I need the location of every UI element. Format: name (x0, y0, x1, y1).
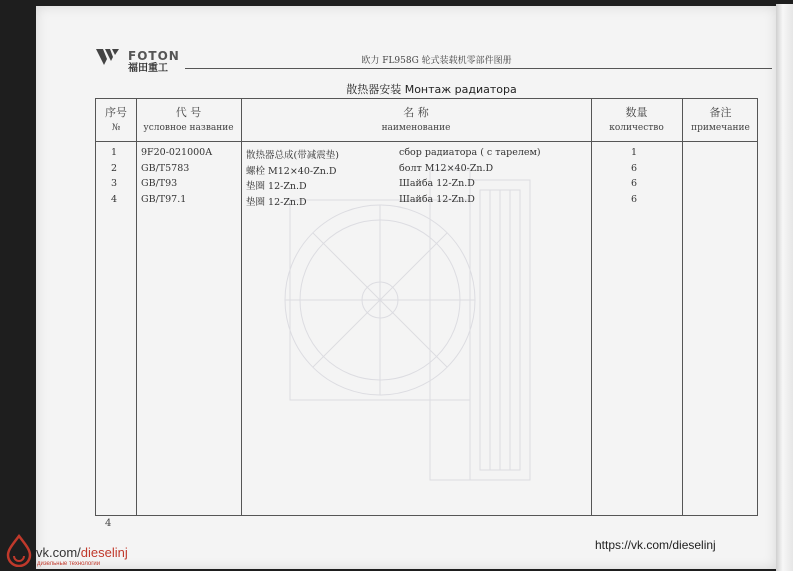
section-title: 散热器安装 Монтаж радиатора (346, 83, 517, 96)
part-quantity: 1 (630, 147, 638, 158)
part-name-ru: сбор радиатора ( с тарелем) (399, 147, 541, 158)
part-name-cn: 垫圈 12-Zn.D (246, 196, 307, 208)
table-row (96, 163, 757, 179)
header-note (682, 105, 759, 135)
row-number: 1 (110, 147, 118, 158)
parts-table (95, 98, 758, 516)
table-row (96, 147, 757, 163)
part-name-cn: 螺栓 M12×40-Zn.D (246, 165, 337, 177)
part-code: GB/T93 (141, 178, 178, 189)
header-name-cn: 名 称 (403, 106, 429, 119)
watermark-site[interactable] (36, 545, 128, 560)
header-code-cn: 代 号 (175, 106, 202, 119)
watermark-site-prefix: vk.com/ (36, 545, 81, 560)
header-note-ru: примечание (691, 122, 750, 133)
header-no-ru: № (111, 122, 121, 133)
part-quantity: 6 (630, 193, 638, 205)
header-note-cn: 备注 (709, 106, 732, 119)
header-code (136, 105, 241, 135)
part-name-cn: 垫圈 12-Zn.D (246, 181, 307, 192)
table-row (96, 178, 757, 194)
part-code: GB/T97.1 (141, 193, 187, 205)
part-quantity: 6 (630, 162, 638, 174)
table-row (96, 194, 757, 210)
header-no (96, 105, 136, 135)
watermark-tagline: дизельные технологии (37, 561, 101, 567)
header-qty (591, 105, 682, 135)
part-name-ru: болт M12×40-Zn.D (399, 162, 494, 174)
header-no-cn: 序号 (105, 106, 127, 119)
row-number: 4 (110, 193, 118, 205)
brand-name: FOTON (128, 49, 180, 63)
part-name-ru: Шайба 12-Zn.D (399, 178, 475, 189)
part-name-cn: 散热器总成(带减震垫) (246, 150, 339, 161)
row-number: 2 (110, 162, 118, 174)
header-code-ru: условное название (143, 122, 234, 133)
page-number: 4 (105, 518, 112, 529)
part-code: GB/T5783 (141, 162, 190, 174)
header-qty-ru: количество (609, 122, 664, 133)
header-row-divider (96, 141, 757, 142)
part-name-ru: Шайба 12-Zn.D (399, 193, 475, 205)
header-name (241, 105, 591, 135)
header-divider (185, 68, 772, 69)
part-code: 9F20-021000A (141, 147, 213, 158)
header-name-ru: наименование (381, 122, 451, 133)
row-number: 3 (110, 178, 118, 189)
manual-title: 欧力 FL958G 轮式装载机零部件图册 (361, 56, 512, 66)
header-qty-cn: 数量 (625, 106, 648, 119)
brand-name-cn: 福田重工 (128, 63, 168, 74)
watermark-url[interactable]: https://vk.com/dieselinj (595, 538, 716, 552)
watermark-site-accent: dieselinj (80, 545, 128, 560)
table-body (96, 147, 757, 209)
dieselinj-logo-icon (2, 533, 36, 567)
part-quantity: 6 (630, 178, 638, 189)
